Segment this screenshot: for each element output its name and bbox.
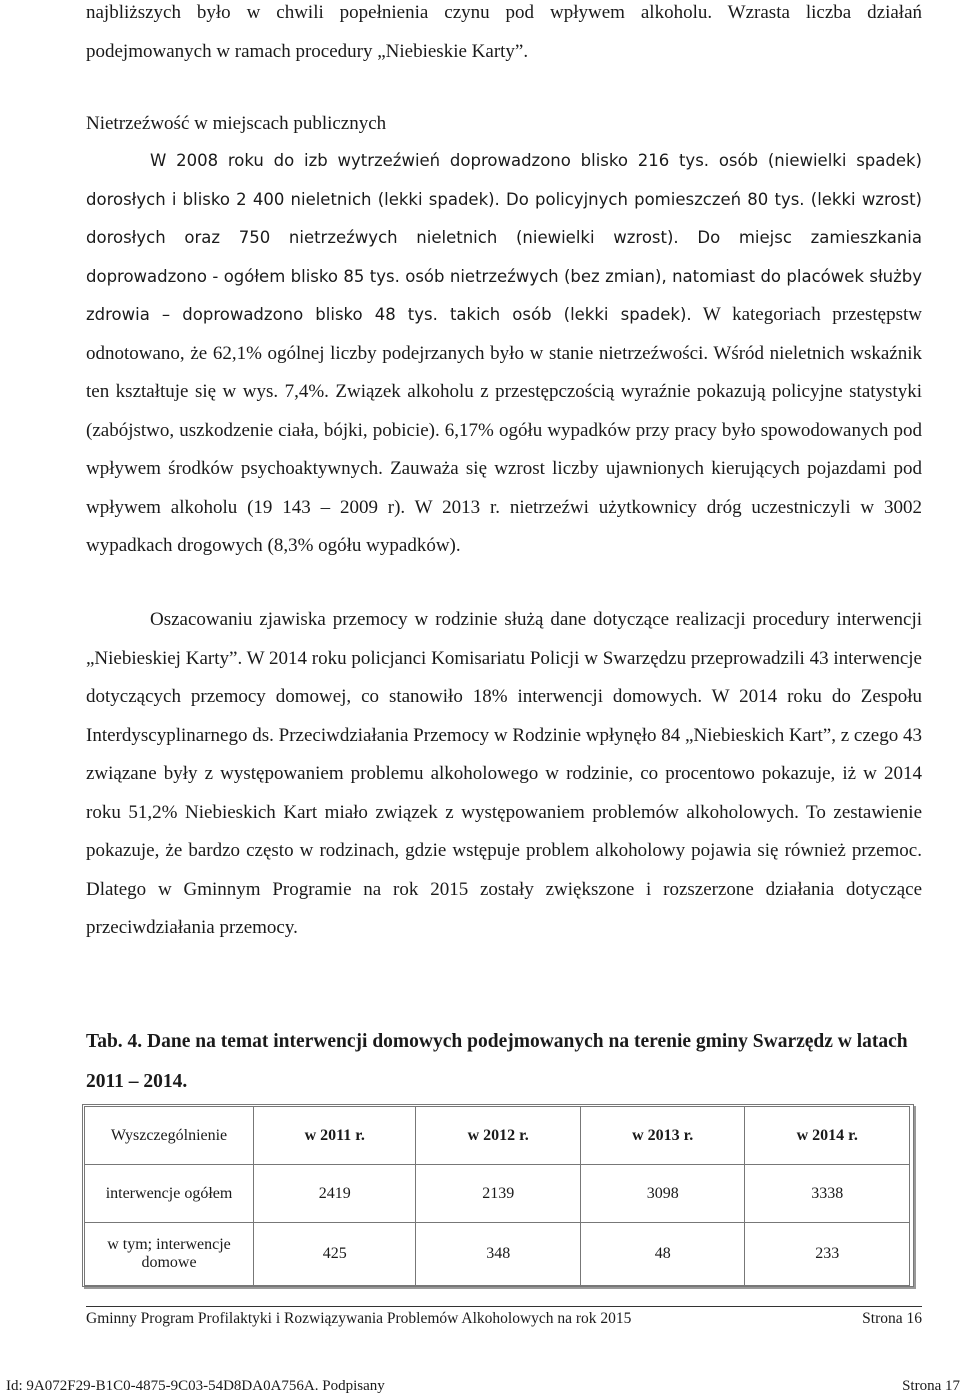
footer-program-title: Gminny Program Profilaktyki i Rozwiązywania Problemów Alkoholowych na rok 2015 (86, 1310, 632, 1327)
header-cell: Wyszczególnienie (85, 1107, 254, 1165)
table-cell: 425 (254, 1223, 416, 1286)
table-container (82, 1104, 914, 1287)
table-cell: 3338 (745, 1165, 910, 1223)
paragraph-domestic-violence: Oszacowaniu zjawiska przemocy w rodzinie służą dane dotyczące realizacji procedury interwencji „Niebieskiej Karty”. W 2014 roku policjanci Komisariatu Policji w Swarzędzu przeprowadzili 43 interwencje dotyczących przemocy domowej, co stanowiło 18% interwencji domowych. W 2014 roku do Zespołu Interdyscyplinarnego ds. Przeciwdziałania Przemocy w Rodzinie wpłynęło 84 „Niebieskich Kart”, z czego 43 związane były z występowaniem problemu alkoholowego w rodzinie, co procentowo pokazuje, iż w 2014 roku 51,2% Niebieskich Kart miało związek z występowaniem problemów alkoholowych. To zestawienie pokazuje, że bardzo często w rodzinach, gdzie wstępuje problem alkoholowy pojawia się również przemoc. Dlatego w Gminnym Programie na rok 2015 zostały zwiększone i rozszerzone działania dotyczące przeciwdziałania przemocy. (86, 609, 922, 938)
table-row (85, 1165, 910, 1223)
table-cell: 2139 (416, 1165, 581, 1223)
row-label-cell: interwencje ogółem (85, 1165, 254, 1223)
paragraph-public-intoxication (86, 142, 922, 566)
table-cell: 348 (416, 1223, 581, 1286)
document-page-number: Strona 17 (902, 1378, 960, 1394)
document-id: Id: 9A072F29-B1C0-4875-9C03-54D8DA0A756A. Podpisany (6, 1378, 385, 1394)
interventions-table (84, 1106, 910, 1286)
footer-page-number: Strona 16 (862, 1310, 922, 1327)
table-cell: 2419 (254, 1165, 416, 1223)
table-title: Tab. 4. Dane na temat interwencji domowych podejmowanych na terenie gminy Swarzędz w latach 2011 – 2014. (86, 1031, 908, 1092)
page-footer (86, 1309, 922, 1329)
header-cell: w 2013 r. (580, 1107, 745, 1165)
signature-strip (6, 1376, 960, 1396)
row-label-cell: w tym; interwencje domowe (85, 1223, 254, 1286)
table-row (85, 1223, 910, 1286)
table-header-row (85, 1107, 910, 1165)
header-cell: w 2014 r. (745, 1107, 910, 1165)
section-heading: Nietrzeźwość w miejscach publicznych (86, 113, 387, 134)
table-cell: 48 (580, 1223, 745, 1286)
footer-divider (86, 1306, 922, 1307)
header-cell: w 2012 r. (416, 1107, 581, 1165)
paragraph-serif-part: W kategoriach przestępstw odnotowano, że 62,1% ogólnej liczby podejrzanych było w stanie nietrzeźwości. Wśród nieletnich wskaźnik ten kształtuje się w wys. 7,4%. Związek alkoholu z przestępczością wyraźnie pokazują policyjne statystyki (zabójstwo, uszkodzenie ciała, bójki, pobicie). 6,17% ogółu wypadków przy pracy było spowodowanych pod wpływem środków psychoaktywnych. Zauważa się wzrost liczby ujawnionych kierujących pojazdami pod wpływem alkoholu (19 143 – 2009 r). W 2013 r. nietrzeźwi użytkownicy dróg uczestniczyli w 3002 wypadkach drogowych (8,3% ogółu wypadków). (86, 304, 922, 556)
paragraph-sans-part: W 2008 roku do izb wytrzeźwień doprowadzono blisko 216 tys. osób (niewielki spadek) dorosłych i blisko 2 400 nieletnich (lekki spadek). Do policyjnych pomieszczeń 80 tys. (lekki wzrost) dorosłych oraz 750 nietrzeźwych nieletnich (niewielki wzrost). Do miejsc zamieszkania doprowadzono - ogółem blisko 85 tys. osób nietrzeźwych (bez zmian), natomiast do placówek służby zdrowia – doprowadzono blisko 48 tys. takich osób (lekki spadek). (86, 151, 922, 324)
table-cell: 3098 (580, 1165, 745, 1223)
intro-paragraph: najbliższych było w chwili popełnienia czynu pod wpływem alkoholu. Wzrasta liczba działań podejmowanych w ramach procedury „Niebieskie Karty”. (86, 2, 922, 62)
table-cell: 233 (745, 1223, 910, 1286)
header-cell: w 2011 r. (254, 1107, 416, 1165)
